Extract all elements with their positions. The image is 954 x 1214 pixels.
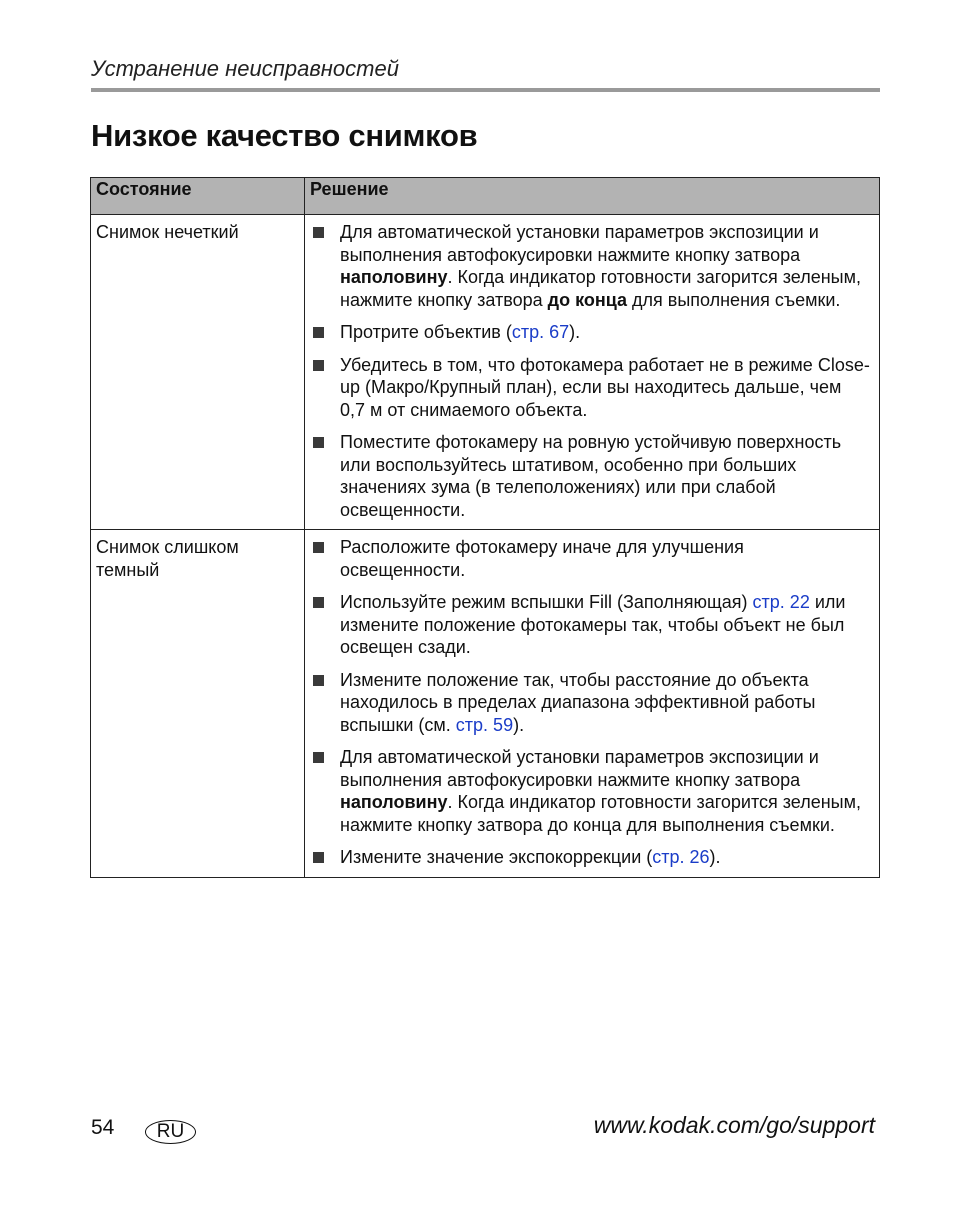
solution-text: Убедитесь в том, что фотокамера работает не в режиме Close-up (Макро/Крупный план), если вы находитесь дальше, чем 0,7 м от снимаемого объекта.: [340, 354, 870, 420]
solution-item: [309, 354, 871, 422]
solution-text: Измените значение экспокоррекции (: [340, 847, 653, 867]
solution-list: [309, 221, 871, 521]
bullet-square-icon: [313, 597, 324, 608]
emphasis-text: наполовину: [340, 792, 448, 812]
condition-cell: Снимок слишком темный: [91, 530, 305, 878]
solution-text: Для автоматической установки параметров экспозиции и выполнения автофокусировки нажмите кнопку затвора: [340, 747, 819, 790]
solution-item: [309, 321, 871, 344]
solution-item: [309, 431, 871, 521]
support-url: www.kodak.com/go/support: [593, 1112, 875, 1138]
solution-text: Измените положение так, чтобы расстояние до объекта находилось в пределах диапазона эффективной работы вспышки (см.: [340, 669, 816, 735]
table-row: [91, 530, 880, 878]
solution-text: Расположите фотокамеру иначе для улучшения освещенности.: [340, 537, 744, 580]
solution-text: Используйте режим вспышки Fill (Заполняющая): [340, 592, 753, 612]
solution-text: ).: [569, 322, 581, 342]
solution-text: Для автоматической установки параметров экспозиции и выполнения автофокусировки нажмите кнопку затвора: [340, 222, 819, 265]
solution-item: [309, 669, 871, 737]
condition-cell: Снимок нечеткий: [91, 215, 305, 530]
table-row: [91, 215, 880, 530]
bullet-square-icon: [313, 852, 324, 863]
emphasis-text: до конца: [547, 289, 627, 310]
bullet-square-icon: [313, 542, 324, 553]
page-link[interactable]: стр. 22: [752, 592, 810, 612]
column-header-solution: Решение: [305, 178, 880, 215]
page-link[interactable]: стр. 59: [455, 714, 514, 735]
page-link[interactable]: стр. 67: [511, 322, 570, 342]
solution-text: для выполнения съемки.: [627, 289, 841, 310]
troubleshooting-table: [90, 177, 880, 878]
bullet-square-icon: [313, 360, 324, 371]
bullet-square-icon: [313, 327, 324, 338]
table-header-row: [91, 178, 880, 215]
bullet-square-icon: [313, 675, 324, 686]
bullet-square-icon: [313, 227, 324, 238]
language-badge: RU: [145, 1120, 196, 1144]
page-title: Низкое качество снимков: [91, 118, 478, 153]
header-rule: [91, 88, 880, 92]
solution-item: [309, 746, 871, 836]
bullet-square-icon: [313, 752, 324, 763]
solution-text: . Когда индикатор готовности загорится зеленым, нажмите кнопку затвора: [340, 267, 861, 310]
solution-text: ).: [513, 714, 525, 735]
bullet-square-icon: [313, 437, 324, 448]
solution-text: . Когда индикатор готовности загорится зеленым, нажмите кнопку затвора до конца для выполнения съемки.: [340, 792, 861, 835]
solution-text: Поместите фотокамеру на ровную устойчивую поверхность или воспользуйтесь штативом, особенно при больших значениях зума (в телеположениях) или при слабой освещенности.: [340, 432, 842, 520]
solution-text: или измените положение фотокамеры так, чтобы объект не был освещен сзади.: [340, 592, 846, 657]
page-number: 54: [91, 1116, 115, 1139]
solution-text: Протрите объектив (: [340, 322, 512, 342]
solution-list: [309, 536, 871, 869]
solution-cell: [305, 530, 880, 878]
solution-text: ).: [709, 847, 721, 867]
solution-item: [309, 221, 871, 311]
solution-cell: [305, 215, 880, 530]
section-header: Устранение неисправностей: [91, 56, 399, 81]
solution-item: [309, 536, 871, 581]
column-header-condition: Состояние: [91, 178, 305, 215]
emphasis-text: наполовину: [340, 267, 448, 287]
solution-item: [309, 591, 871, 659]
page-link[interactable]: стр. 26: [652, 847, 710, 867]
solution-item: [309, 846, 871, 869]
